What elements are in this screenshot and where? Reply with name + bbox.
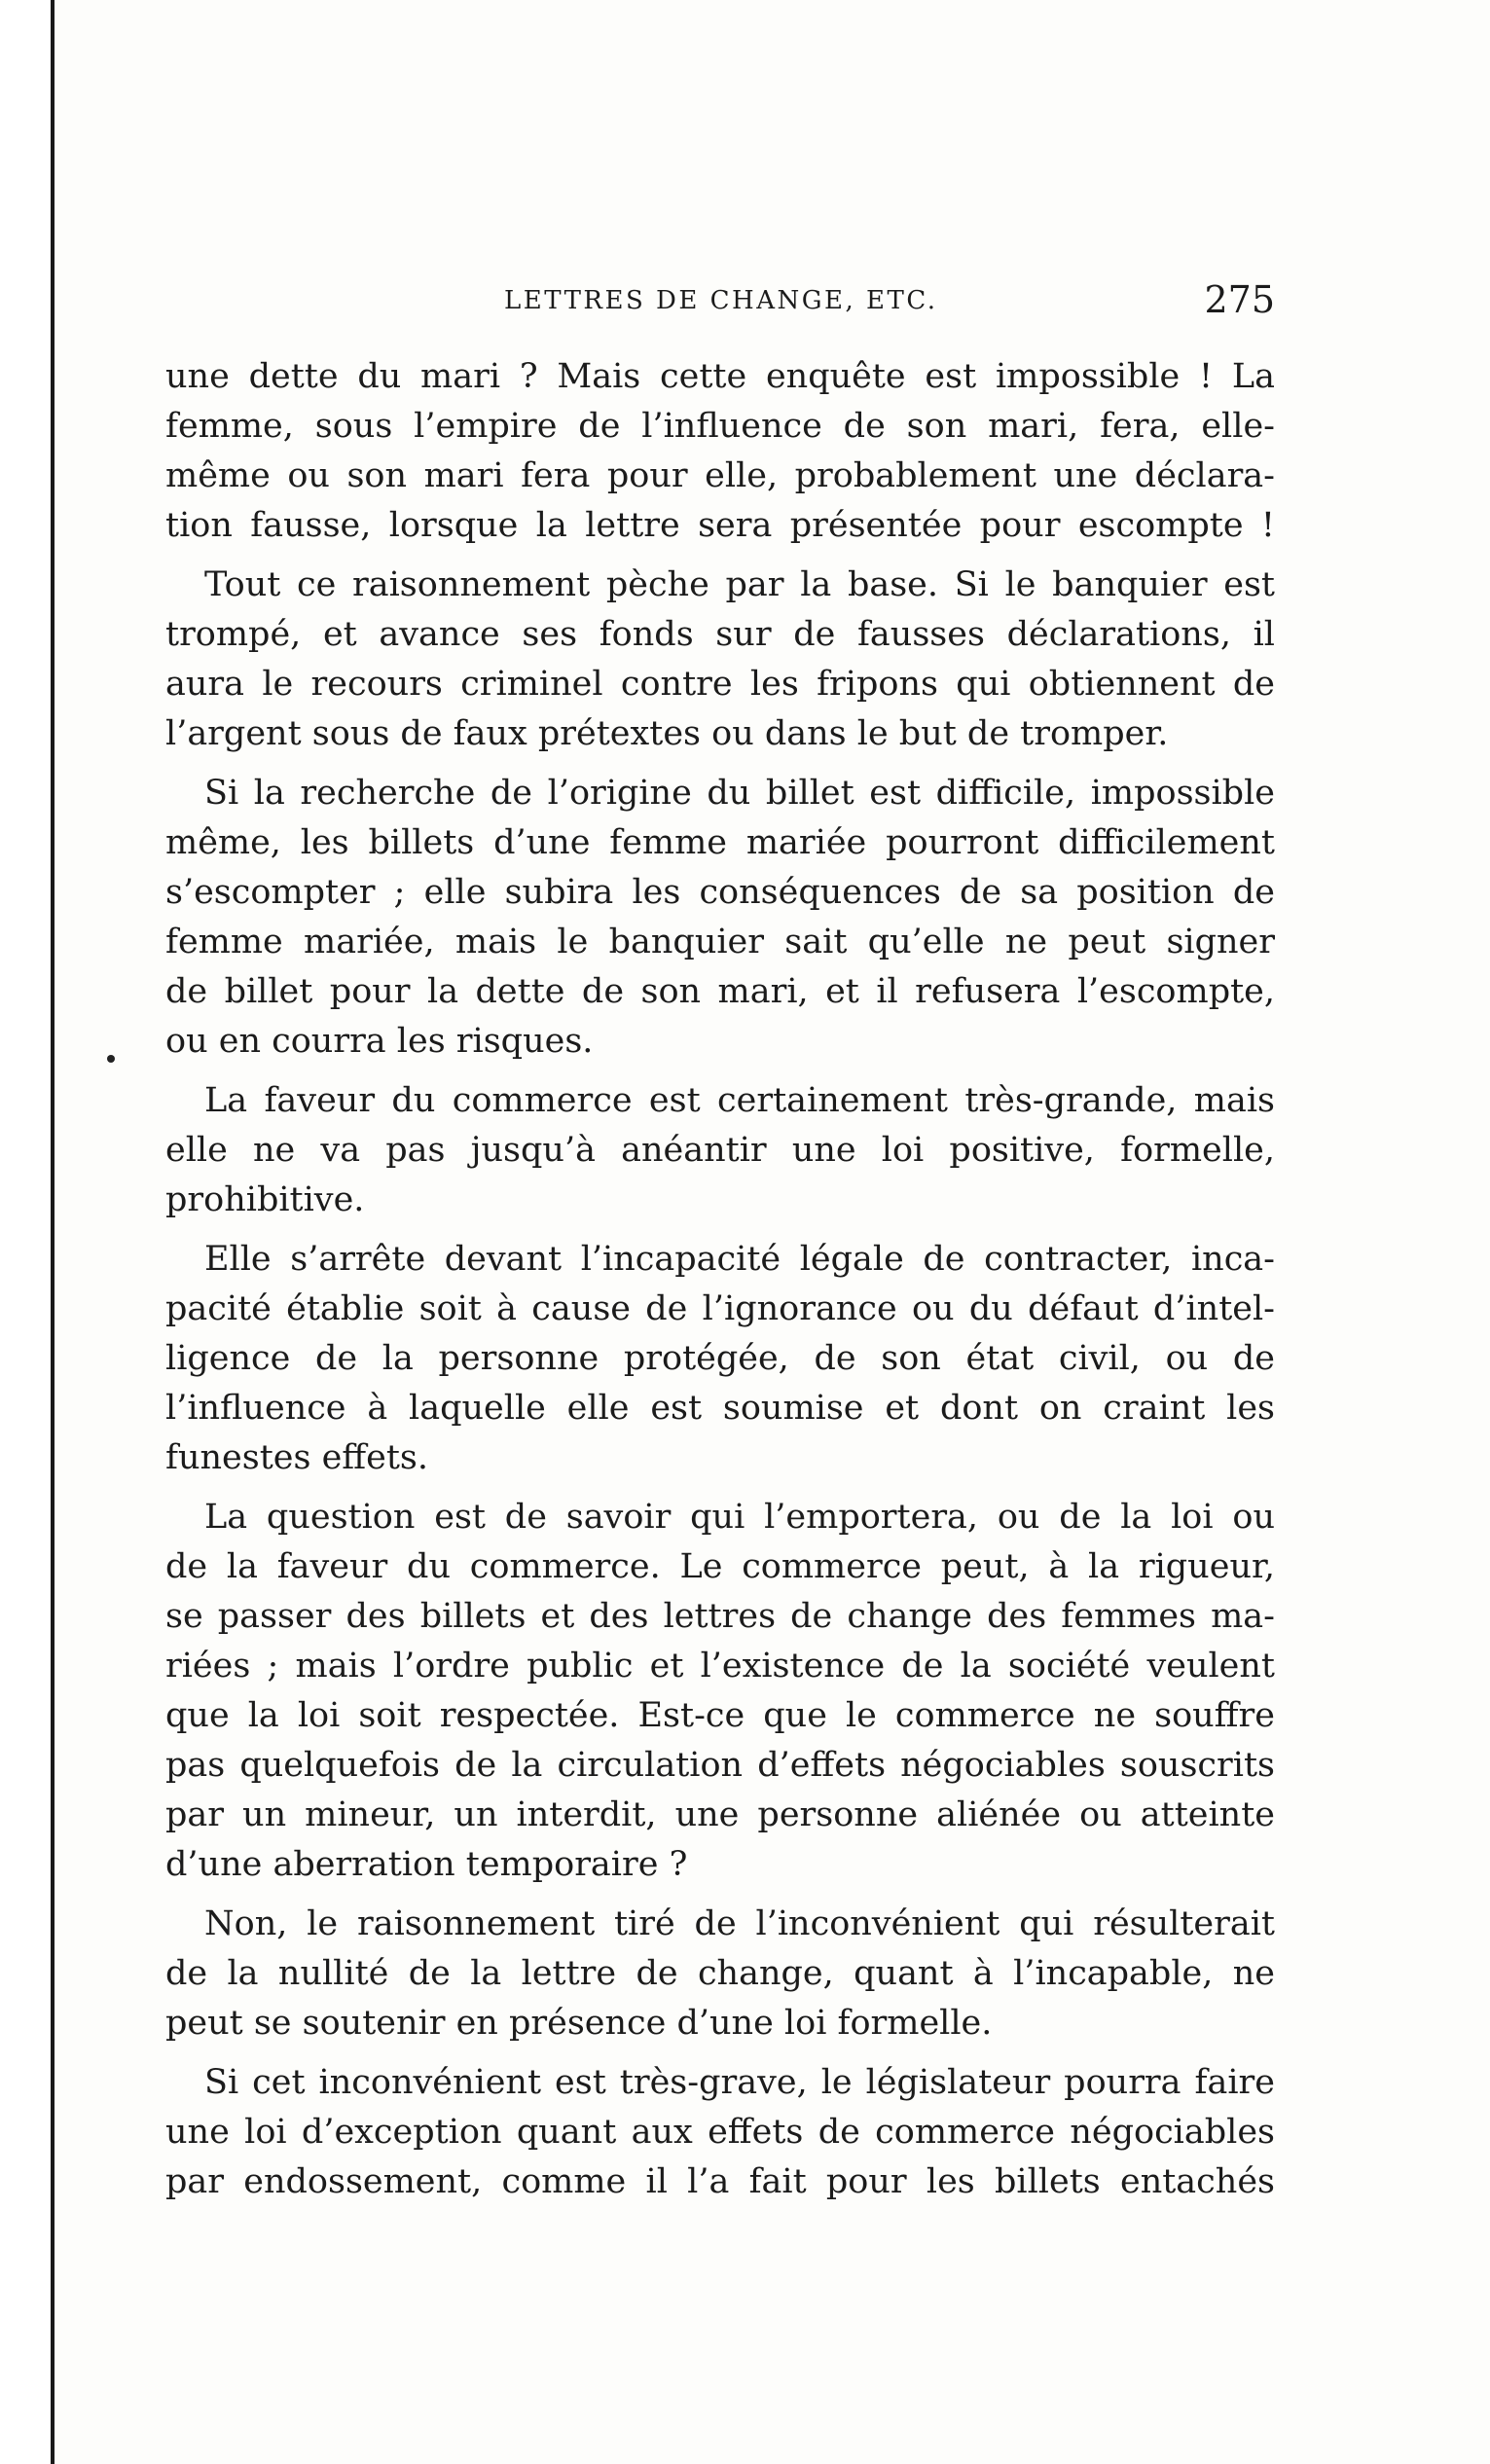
text-line: Non, le raisonnement tiré de l’inconvénient qui résulterait [204, 1904, 1275, 1943]
text-line: pas quelquefois de la circulation d’effets négociables souscrits [165, 1746, 1275, 1785]
paragraph [165, 1076, 1275, 1225]
text-line: de la faveur du commerce. Le commerce peut, à la rigueur, [165, 1547, 1275, 1586]
text-line: Elle s’arrête devant l’incapacité légale de contracter, inca- [204, 1240, 1275, 1279]
binding-edge-line [51, 0, 55, 2464]
paragraph [165, 561, 1275, 759]
text-line: Tout ce raisonnement pèche par la base. Si le banquier est [204, 565, 1275, 604]
text-line: même, les billets d’une femme mariée pourront difficilement [165, 823, 1275, 862]
text-line: une dette du mari ? Mais cette enquête est impossible ! La [165, 357, 1275, 396]
paragraph [165, 2058, 1275, 2207]
text-line: peut se soutenir en présence d’une loi formelle. [165, 2004, 993, 2043]
body-text [165, 352, 1275, 2217]
page-number: 275 [1204, 278, 1275, 321]
text-line: prohibitive. [165, 1180, 365, 1219]
text-line: funestes effets. [165, 1438, 429, 1477]
paragraph [165, 1493, 1275, 1890]
text-line: même ou son mari fera pour elle, probablement une déclara- [165, 456, 1275, 495]
paragraph [165, 1235, 1275, 1483]
text-line: l’influence à laquelle elle est soumise et dont on craint les [165, 1389, 1275, 1428]
text-line: femme, sous l’empire de l’influence de son mari, fera, elle- [165, 407, 1275, 446]
text-line: se passer des billets et des lettres de change des femmes ma- [165, 1597, 1275, 1636]
text-line: trompé, et avance ses fonds sur de fausses déclarations, il [165, 615, 1275, 654]
text-line: par endossement, comme il l’a fait pour les billets entachés [165, 2162, 1275, 2201]
text-line: Si la recherche de l’origine du billet est difficile, impossible [204, 774, 1275, 813]
text-line: de billet pour la dette de son mari, et il refusera l’escompte, [165, 972, 1275, 1011]
text-line: l’argent sous de faux prétextes ou dans le but de tromper. [165, 714, 1169, 753]
text-line: ou en courra les risques. [165, 1022, 594, 1061]
text-line: une loi d’exception quant aux effets de commerce négociables [165, 2113, 1275, 2152]
text-line: de la nullité de la lettre de change, quant à l’incapable, ne [165, 1954, 1275, 1993]
text-line: riées ; mais l’ordre public et l’existence de la société veulent [165, 1647, 1275, 1685]
paragraph [165, 352, 1275, 551]
text-line: d’une aberration temporaire ? [165, 1845, 688, 1884]
text-line: La faveur du commerce est certainement très-grande, mais [204, 1081, 1275, 1120]
page-header [165, 278, 1275, 327]
text-line: ligence de la personne protégée, de son état civil, ou de [165, 1339, 1275, 1378]
ink-speck [107, 1055, 115, 1063]
text-line: femme mariée, mais le banquier sait qu’elle ne peut signer [165, 923, 1275, 961]
page-gutter [0, 0, 51, 2464]
text-line: La question est de savoir qui l’emportera, ou de la loi ou [204, 1498, 1275, 1537]
text-line: s’escompter ; elle subira les conséquences de sa position de [165, 873, 1275, 912]
paragraph [165, 769, 1275, 1067]
text-line: par un mineur, un interdit, une personne aliénée ou atteinte [165, 1795, 1275, 1834]
text-line: aura le recours criminel contre les fripons qui obtiennent de [165, 665, 1275, 704]
text-line: pacité établie soit à cause de l’ignorance ou du défaut d’intel- [165, 1289, 1275, 1328]
text-line: que la loi soit respectée. Est-ce que le commerce ne souffre [165, 1696, 1275, 1735]
text-line: elle ne va pas jusqu’à anéantir une loi positive, formelle, [165, 1131, 1275, 1170]
text-line: Si cet inconvénient est très-grave, le législateur pourra faire [204, 2063, 1275, 2102]
paragraph [165, 1900, 1275, 2048]
running-title: LETTRES DE CHANGE, ETC. [504, 286, 938, 315]
text-line: tion fausse, lorsque la lettre sera présentée pour escompte ! [165, 506, 1275, 545]
